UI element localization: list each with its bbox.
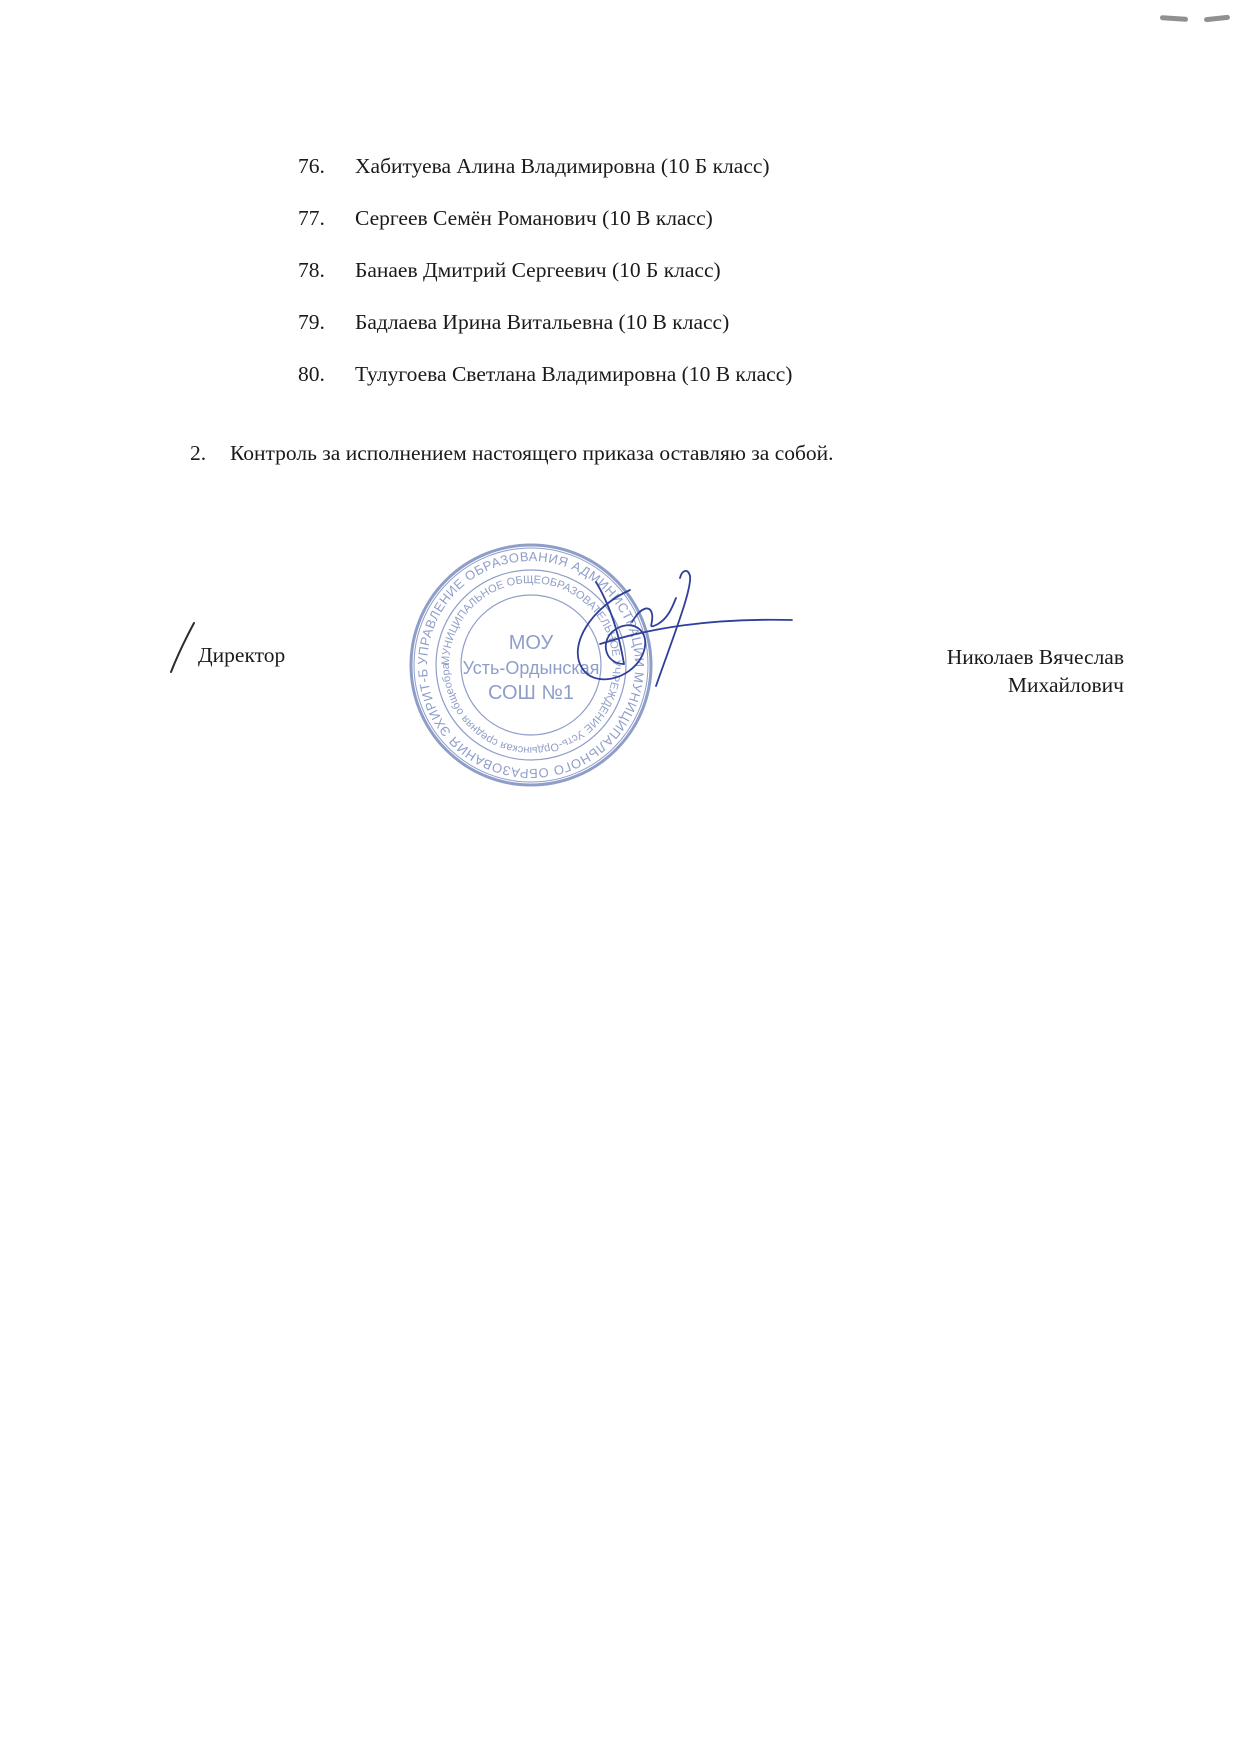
list-item-text: Бадлаева Ирина Витальевна (10 В класс) <box>355 310 730 334</box>
clause-text: Контроль за исполнением настоящего приказа оставляю за собой. <box>230 441 834 465</box>
stamp-center-line: МОУ <box>508 632 554 654</box>
list-item-number: 79. <box>298 310 325 334</box>
list-item-number: 80. <box>298 362 325 386</box>
list-item-text: Сергеев Семён Романович (10 В класс) <box>355 206 713 230</box>
stamp-center-line: СОШ №1 <box>487 682 575 704</box>
stamp-outer-text: УПРАВЛЕНИЕ ОБРАЗОВАНИЯ АДМИНИСТРАЦИИ МУНИЦИПАЛЬНОГО ОБРАЗОВАНИЯ ЭХИРИТ-Б <box>414 548 648 782</box>
list-item-number: 76. <box>298 154 325 178</box>
list-item-text: Хабитуева Алина Владимировна (10 Б класс) <box>355 154 770 178</box>
scan-artifact-mark <box>1160 15 1188 22</box>
director-title: Директор <box>198 643 286 667</box>
stamp-center-line: Усть-Ордынская <box>462 658 600 678</box>
list-item-number: 77. <box>298 206 325 230</box>
list-item-text: Тулугоева Светлана Владимировна (10 В класс) <box>355 362 793 386</box>
stamp-inner-text: МУНИЦИПАЛЬНОЕ ОБЩЕОБРАЗОВАТЕЛЬНОЕ УЧРЕЖДЕНИЕ Усть-Ордынская средняя общеобра <box>439 573 623 757</box>
list-item-number: 78. <box>298 258 325 282</box>
scan-artifact-mark <box>1204 15 1230 23</box>
director-name <box>947 643 1124 699</box>
director-name-line: Михайлович <box>1007 673 1124 697</box>
handwritten-signature <box>560 568 800 708</box>
handwritten-slash-mark <box>168 620 198 676</box>
clause-number: 2. <box>190 441 207 465</box>
list-item-text: Банаев Дмитрий Сергеевич (10 Б класс) <box>355 258 721 282</box>
director-name-line: Николаев Вячеслав <box>946 645 1124 669</box>
